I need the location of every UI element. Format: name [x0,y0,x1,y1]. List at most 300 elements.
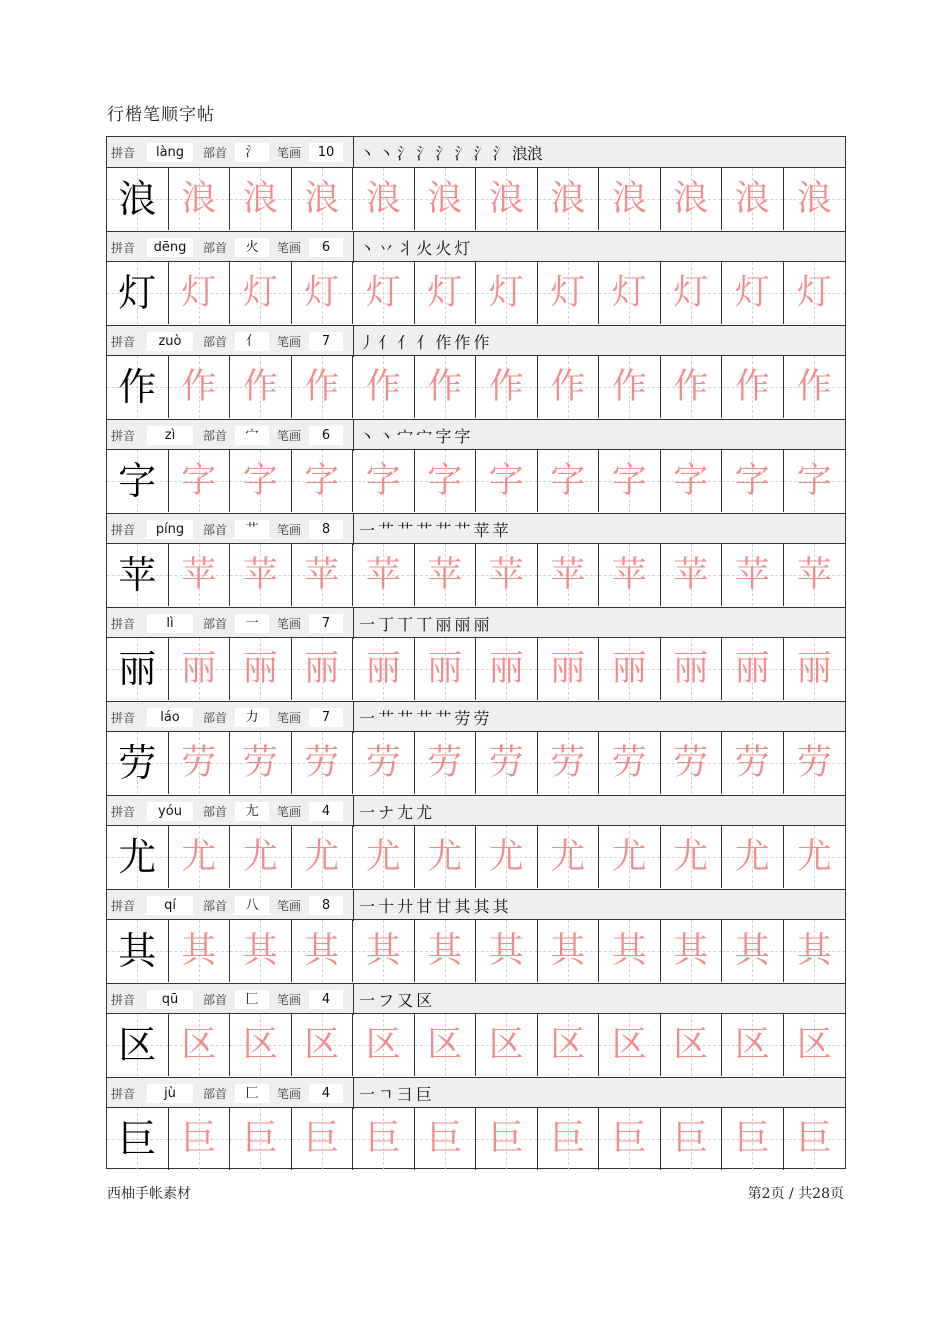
tracing-cell [722,544,784,606]
tracing-character: 劳 [550,743,586,783]
radical-label: 部首 [203,711,228,725]
tracing-cell [292,262,354,324]
tracing-cell [599,262,661,324]
tracing-character: 作 [488,367,524,407]
tracing-character: 其 [365,931,401,971]
character-block [107,607,845,701]
model-character-cell [107,450,169,512]
tracing-character: 灯 [242,273,278,313]
tracing-character: 作 [181,367,217,407]
tracing-cell [538,1014,600,1076]
tracing-cell [476,826,538,888]
strokes-label: 笔画 [277,899,302,913]
tracing-character: 区 [304,1025,340,1065]
practice-grid-row [107,1014,845,1077]
tracing-character: 作 [304,367,340,407]
tracing-character: 浪 [734,179,770,219]
model-character-cell [107,168,169,230]
tracing-character: 尤 [181,837,217,877]
tracing-cell [599,544,661,606]
tracing-character: 苹 [242,555,278,595]
tracing-character: 其 [304,931,340,971]
tracing-cell [538,356,600,418]
tracing-cell [784,356,846,418]
tracing-cell [784,544,846,606]
tracing-cell [661,732,723,794]
tracing-character: 巨 [427,1119,463,1159]
radical-value: 宀 [235,426,269,445]
tracing-cell [415,356,477,418]
tracing-cell [476,638,538,700]
footer-pagination: 第2页 / 共28页 [747,1186,844,1202]
tracing-character: 浪 [365,179,401,219]
pinyin-label: 拼音 [111,523,136,537]
tracing-cell [661,544,723,606]
tracing-cell [784,262,846,324]
strokes-value: 8 [309,520,343,539]
tracing-character: 区 [734,1025,770,1065]
tracing-character: 字 [427,461,463,501]
tracing-character: 劳 [242,743,278,783]
model-character-cell [107,1108,169,1170]
tracing-character: 字 [673,461,709,501]
tracing-cell [599,920,661,982]
tracing-character: 苹 [673,555,709,595]
character-block [107,983,845,1077]
strokes-label: 笔画 [277,617,302,631]
tracing-character: 劳 [488,743,524,783]
tracing-cell [476,732,538,794]
radical-label: 部首 [203,993,228,1007]
radical-value: 一 [235,614,269,633]
model-character: 巨 [118,1117,157,1161]
tracing-character: 浪 [488,179,524,219]
strokes-value: 4 [309,990,343,1009]
tracing-cell [661,920,723,982]
tracing-cell [169,1014,231,1076]
tracing-cell [353,732,415,794]
tracing-character: 区 [673,1025,709,1065]
character-info-row [107,889,845,920]
tracing-character: 作 [242,367,278,407]
tracing-character: 灯 [365,273,401,313]
strokes-value: 7 [309,332,343,351]
tracing-character: 劳 [611,743,647,783]
tracing-character: 巨 [673,1119,709,1159]
tracing-cell [292,1108,354,1170]
radical-value: 尢 [235,802,269,821]
character-info-row [107,701,845,732]
tracing-character: 尤 [365,837,401,877]
model-character-cell [107,826,169,888]
tracing-cell [661,1014,723,1076]
radical-label: 部首 [203,146,228,160]
tracing-character: 作 [796,367,832,407]
tracing-character: 尤 [427,837,463,877]
model-character-cell [107,262,169,324]
pinyin-label: 拼音 [111,711,136,725]
info-divider [353,608,354,639]
tracing-character: 灯 [673,273,709,313]
practice-grid-row [107,826,845,889]
strokes-value: 4 [309,802,343,821]
character-block [107,325,845,419]
tracing-cell [722,920,784,982]
radical-label: 部首 [203,523,228,537]
strokes-label: 笔画 [277,993,302,1007]
tracing-cell [415,1108,477,1170]
tracing-character: 尤 [734,837,770,877]
pinyin-label: 拼音 [111,617,136,631]
tracing-cell [661,356,723,418]
pinyin-value: lì [147,614,193,633]
radical-label: 部首 [203,805,228,819]
tracing-cell [169,1108,231,1170]
tracing-cell [230,356,292,418]
stroke-order: 丶 丶 氵 氵 氵 氵 氵 氵 浪浪 [359,144,542,163]
strokes-value: 4 [309,1084,343,1103]
tracing-character: 丽 [181,649,217,689]
info-divider [353,984,354,1015]
tracing-character: 劳 [734,743,770,783]
character-block [107,795,845,889]
tracing-character: 其 [488,931,524,971]
tracing-character: 其 [796,931,832,971]
tracing-character: 苹 [734,555,770,595]
tracing-character: 尤 [304,837,340,877]
strokes-value: 7 [309,708,343,727]
tracing-cell [722,356,784,418]
strokes-value: 6 [309,238,343,257]
pinyin-label: 拼音 [111,335,136,349]
tracing-cell [353,544,415,606]
tracing-cell [292,826,354,888]
pinyin-value: qū [147,990,193,1009]
tracing-character: 作 [365,367,401,407]
tracing-character: 巨 [304,1119,340,1159]
tracing-character: 巨 [796,1119,832,1159]
tracing-cell [415,920,477,982]
tracing-cell [230,920,292,982]
info-divider [353,702,354,733]
practice-grid-row [107,262,845,325]
model-character: 作 [118,365,157,409]
model-character: 字 [118,459,157,503]
tracing-cell [292,544,354,606]
tracing-character: 苹 [365,555,401,595]
tracing-cell [784,1108,846,1170]
tracing-cell [292,168,354,230]
pinyin-label: 拼音 [111,1087,136,1101]
tracing-character: 巨 [242,1119,278,1159]
tracing-cell [353,826,415,888]
tracing-cell [169,826,231,888]
tracing-cell [169,638,231,700]
tracing-cell [599,826,661,888]
tracing-cell [169,262,231,324]
tracing-character: 字 [488,461,524,501]
model-character: 区 [118,1023,157,1067]
tracing-character: 劳 [304,743,340,783]
pinyin-label: 拼音 [111,146,136,160]
pinyin-label: 拼音 [111,899,136,913]
tracing-cell [722,450,784,512]
tracing-cell [784,638,846,700]
tracing-character: 其 [427,931,463,971]
tracing-character: 丽 [304,649,340,689]
tracing-character: 浪 [181,179,217,219]
tracing-cell [415,732,477,794]
pinyin-label: 拼音 [111,241,136,255]
tracing-cell [476,920,538,982]
tracing-cell [722,638,784,700]
stroke-order: 一 丁 丅 丅 丽 丽 丽 [359,615,489,634]
practice-grid-row [107,732,845,795]
model-character: 浪 [118,177,157,221]
practice-grid-row [107,1108,845,1171]
tracing-character: 丽 [611,649,647,689]
pinyin-value: dēng [147,238,193,257]
tracing-cell [230,826,292,888]
tracing-cell [661,450,723,512]
practice-grid-row [107,544,845,607]
tracing-cell [538,826,600,888]
tracing-cell [784,168,846,230]
tracing-cell [415,262,477,324]
radical-value: 亻 [235,332,269,351]
tracing-character: 灯 [550,273,586,313]
tracing-character: 字 [550,461,586,501]
radical-value: 力 [235,708,269,727]
character-block [107,701,845,795]
practice-grid-row [107,356,845,419]
tracing-character: 区 [550,1025,586,1065]
tracing-cell [169,356,231,418]
tracing-character: 灯 [488,273,524,313]
radical-label: 部首 [203,241,228,255]
tracing-cell [784,450,846,512]
practice-grid-row [107,638,845,701]
tracing-character: 浪 [796,179,832,219]
stroke-order: 一 フ 又 区 [359,991,432,1010]
tracing-character: 其 [734,931,770,971]
tracing-character: 劳 [181,743,217,783]
character-block [107,419,845,513]
practice-sheet [106,136,846,1169]
pinyin-label: 拼音 [111,429,136,443]
tracing-character: 尤 [796,837,832,877]
tracing-character: 字 [304,461,340,501]
character-block [107,137,845,231]
tracing-character: 浪 [550,179,586,219]
tracing-cell [599,638,661,700]
tracing-cell [476,1108,538,1170]
tracing-cell [292,638,354,700]
tracing-cell [353,1108,415,1170]
radical-label: 部首 [203,335,228,349]
tracing-character: 区 [427,1025,463,1065]
tracing-character: 巨 [550,1119,586,1159]
radical-value: 八 [235,896,269,915]
tracing-cell [538,262,600,324]
tracing-character: 字 [611,461,647,501]
strokes-value: 8 [309,896,343,915]
tracing-cell [415,544,477,606]
tracing-cell [599,450,661,512]
character-block [107,889,845,983]
model-character: 其 [118,929,157,973]
tracing-cell [415,1014,477,1076]
character-info-row [107,983,845,1014]
tracing-cell [353,450,415,512]
tracing-cell [661,1108,723,1170]
tracing-character: 区 [242,1025,278,1065]
pinyin-value: làng [147,143,193,162]
strokes-label: 笔画 [277,523,302,537]
tracing-character: 其 [181,931,217,971]
radical-label: 部首 [203,1087,228,1101]
character-info-row [107,607,845,638]
pinyin-label: 拼音 [111,805,136,819]
tracing-character: 字 [181,461,217,501]
tracing-cell [476,1014,538,1076]
character-info-row [107,325,845,356]
model-character: 丽 [118,647,157,691]
tracing-cell [599,1014,661,1076]
tracing-character: 字 [365,461,401,501]
tracing-character: 尤 [673,837,709,877]
tracing-cell [538,920,600,982]
tracing-character: 其 [611,931,647,971]
tracing-character: 丽 [796,649,832,689]
tracing-character: 浪 [304,179,340,219]
footer-brand: 西柚手帐素材 [107,1186,191,1202]
tracing-character: 灯 [304,273,340,313]
tracing-cell [538,732,600,794]
info-divider [353,137,354,168]
tracing-cell [538,168,600,230]
character-info-row [107,137,845,168]
tracing-cell [292,920,354,982]
tracing-cell [538,1108,600,1170]
tracing-character: 浪 [427,179,463,219]
tracing-cell [169,732,231,794]
radical-value: 匚 [235,990,269,1009]
stroke-order: 丿 亻 亻 亻 作 作 作 [359,333,489,352]
tracing-character: 灯 [181,273,217,313]
tracing-cell [415,450,477,512]
tracing-character: 灯 [734,273,770,313]
radical-value: 匚 [235,1084,269,1103]
tracing-character: 巨 [365,1119,401,1159]
tracing-cell [292,732,354,794]
tracing-cell [476,356,538,418]
tracing-character: 区 [796,1025,832,1065]
info-divider [353,420,354,451]
tracing-cell [230,450,292,512]
strokes-label: 笔画 [277,1087,302,1101]
tracing-character: 作 [673,367,709,407]
tracing-cell [292,356,354,418]
tracing-cell [661,262,723,324]
tracing-character: 丽 [734,649,770,689]
radical-label: 部首 [203,899,228,913]
stroke-order: 一 ナ 尢 尤 [359,803,432,822]
tracing-character: 其 [242,931,278,971]
tracing-character: 字 [796,461,832,501]
tracing-cell [538,638,600,700]
character-info-row [107,231,845,262]
pinyin-value: láo [147,708,193,727]
strokes-label: 笔画 [277,335,302,349]
tracing-character: 作 [550,367,586,407]
tracing-cell [476,262,538,324]
tracing-cell [784,826,846,888]
tracing-character: 浪 [242,179,278,219]
tracing-cell [353,356,415,418]
tracing-cell [599,732,661,794]
tracing-character: 劳 [365,743,401,783]
strokes-label: 笔画 [277,711,302,725]
tracing-cell [599,168,661,230]
tracing-cell [230,544,292,606]
practice-grid-row [107,920,845,983]
tracing-character: 苹 [181,555,217,595]
strokes-label: 笔画 [277,241,302,255]
character-info-row [107,419,845,450]
tracing-cell [599,356,661,418]
tracing-cell [722,168,784,230]
pinyin-value: qí [147,896,193,915]
radical-label: 部首 [203,617,228,631]
tracing-cell [722,732,784,794]
tracing-character: 区 [181,1025,217,1065]
stroke-order: 一 十 廾 甘 甘 其 其 其 [359,897,508,916]
model-character-cell [107,544,169,606]
tracing-cell [661,168,723,230]
tracing-character: 作 [734,367,770,407]
character-info-row [107,795,845,826]
tracing-character: 丽 [365,649,401,689]
tracing-character: 苹 [488,555,524,595]
radical-value: 氵 [235,143,269,162]
tracing-cell [661,826,723,888]
model-character: 劳 [118,741,157,785]
character-info-row [107,513,845,544]
stroke-order: 丶 丶 宀 宀 字 字 [359,427,470,446]
info-divider [353,1078,354,1109]
strokes-label: 笔画 [277,146,302,160]
character-block [107,1077,845,1171]
tracing-cell [230,168,292,230]
tracing-character: 丽 [673,649,709,689]
strokes-label: 笔画 [277,805,302,819]
tracing-character: 苹 [550,555,586,595]
tracing-cell [784,1014,846,1076]
pinyin-value: jù [147,1084,193,1103]
tracing-character: 灯 [427,273,463,313]
strokes-value: 6 [309,426,343,445]
tracing-cell [415,168,477,230]
tracing-character: 尤 [242,837,278,877]
tracing-cell [169,544,231,606]
pinyin-value: zì [147,426,193,445]
tracing-character: 丽 [550,649,586,689]
practice-grid-row [107,450,845,513]
tracing-cell [353,638,415,700]
radical-value: 火 [235,238,269,257]
tracing-cell [230,1014,292,1076]
